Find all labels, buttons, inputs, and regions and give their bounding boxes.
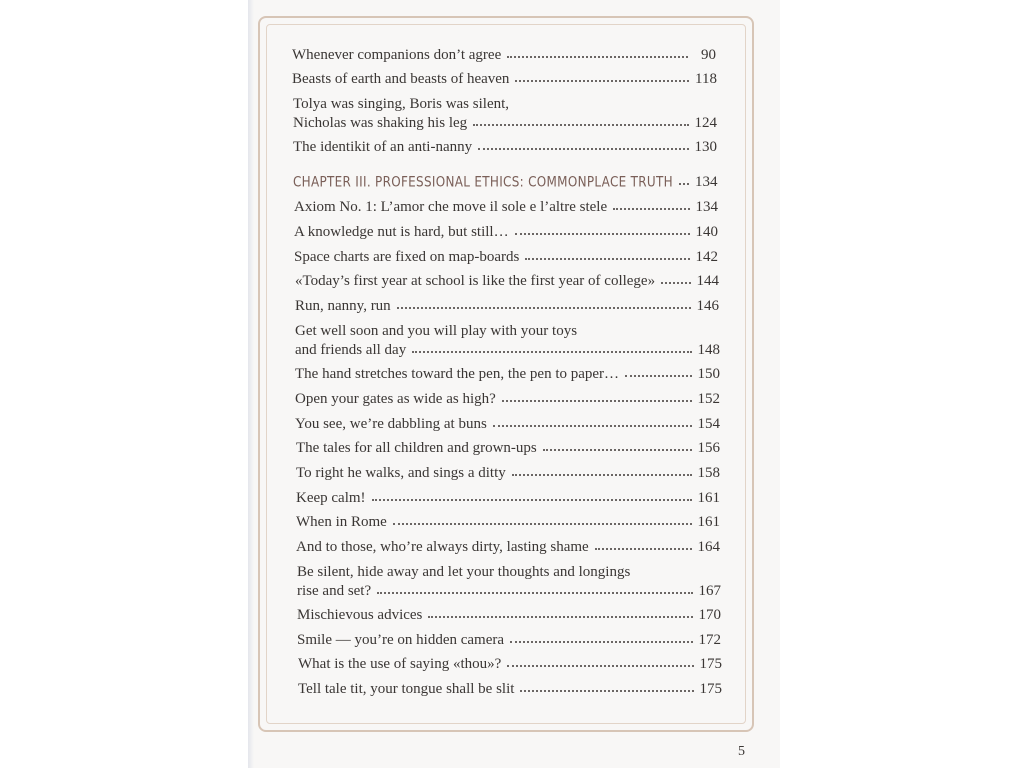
toc-entry-title: «Today’s first year at school is like the first year of college» [295,273,656,289]
toc-entry-title: You see, we’re dabbling at buns [295,416,487,432]
dot-leader [502,390,692,402]
toc-entry-title: Space charts are fixed on map-boards [294,249,520,265]
dot-leader [510,631,692,643]
page-number: 5 [738,744,745,759]
toc-entry-page: 124 [694,115,717,131]
toc-entry [296,514,720,531]
toc-entry-page: 140 [695,224,718,240]
toc-entry-title-line1: Tolya was singing, Boris was silent, [293,96,510,112]
dot-leader [625,365,691,377]
toc-entry [298,656,722,673]
dot-leader [507,655,693,667]
toc-entry [295,366,720,383]
dot-leader [393,513,692,525]
toc-entry-title: When in Rome [296,514,387,530]
toc-entry [296,465,720,482]
dot-leader [493,415,692,427]
dot-leader [412,341,691,353]
toc-entry-title: What is the use of saying «thou»? [298,656,502,672]
dot-leader [525,248,689,260]
toc-entry-title: and friends all day [295,342,407,358]
toc-entry [295,391,720,408]
toc-entry-page: 146 [696,298,719,314]
toc-entry-title: Run, nanny, run [295,298,391,314]
toc-entry [292,71,717,88]
dot-leader [473,114,688,126]
toc-entry [296,539,720,556]
toc-entry-page: 134 [695,199,718,215]
toc-entry [295,416,720,433]
toc-entry-title: The identikit of an anti-nanny [293,139,473,155]
dot-leader [515,70,689,82]
toc-entry-page: 170 [698,607,721,623]
toc-entry-title: Mischievous advices [297,607,423,623]
toc-entry-page: 172 [698,632,721,648]
toc-entry [292,47,716,64]
toc-entry-title: Keep calm! [296,490,366,506]
toc-chapter-heading [293,174,717,191]
dot-leader [478,138,688,150]
toc-entry [294,199,718,216]
toc-entry [295,273,719,290]
toc-entry-page: 175 [699,681,722,697]
dot-leader [679,173,689,185]
toc-entry-title: Whenever companions don’t agree [292,47,502,63]
toc-entry-page: 118 [695,71,717,87]
toc-entry-page: 164 [697,539,720,555]
dot-leader [428,606,692,618]
toc-entry [296,440,720,457]
toc-entry-title: The hand stretches toward the pen, the pen to paper… [295,366,620,382]
toc-entry-page: 142 [695,249,718,265]
dot-leader [507,46,688,58]
toc-entry [293,115,717,132]
toc-entry [295,342,720,359]
toc-entry-page: 90 [701,47,716,63]
toc-entry-page: 154 [697,416,720,432]
dot-leader [515,223,690,235]
toc-entry-title: rise and set? [297,583,372,599]
toc-entry-title-line1: Be silent, hide away and let your thoughts and longings [297,564,631,580]
toc-entry-title: A knowledge nut is hard, but still… [294,224,509,240]
toc-entry-title: To right he walks, and sings a ditty [296,465,506,481]
chapter-title: CHAPTER III. PROFESSIONAL ETHICS: COMMONPLACE TRUTH [293,173,673,191]
toc-entry-title: Beasts of earth and beasts of heaven [292,71,510,87]
toc-entry-title: Axiom No. 1: L’amor che move il sole e l’altre stele [294,199,608,215]
toc-entry-page: 130 [694,139,717,155]
toc-entry [297,607,721,624]
toc-entry-page: 175 [699,656,722,672]
toc-entry [296,490,720,507]
toc-entry-page: 161 [697,514,720,530]
toc-entry-title: Nicholas was shaking his leg [293,115,468,131]
toc-entry-page: 148 [697,342,720,358]
toc-entry [294,224,718,241]
toc-entry [295,298,719,315]
toc-entry-title: Open your gates as wide as high? [295,391,496,407]
toc-entry [298,681,722,698]
toc-entry [294,249,718,266]
toc-entry-page: 161 [697,490,720,506]
toc-entry-page: 144 [696,273,719,289]
toc-entry-title: The tales for all children and grown-ups [296,440,537,456]
dot-leader [377,582,692,594]
toc-entry-title: Tell tale tit, your tongue shall be slit [298,681,515,697]
dot-leader [661,272,690,284]
toc-entry-page: 150 [697,366,720,382]
toc-entry-page: 158 [697,465,720,481]
toc-entry-title: Smile — you’re on hidden camera [297,632,505,648]
toc-entry-page: 152 [697,391,720,407]
toc-entry-page: 156 [697,440,720,456]
dot-leader [397,297,691,309]
toc-entry-page: 167 [698,583,721,599]
dot-leader [512,464,692,476]
dot-leader [595,538,692,550]
toc-entry-title: And to those, who’re always dirty, lasting shame [296,539,589,555]
toc-entry [293,139,717,156]
dot-leader [372,489,692,501]
toc-entry-page: 134 [694,174,718,190]
dot-leader [520,680,693,692]
dot-leader [543,439,692,451]
toc-entry-title-line1: Get well soon and you will play with your toys [295,323,578,339]
toc-entry [297,583,721,600]
toc-entry [297,632,721,649]
dot-leader [613,198,689,210]
